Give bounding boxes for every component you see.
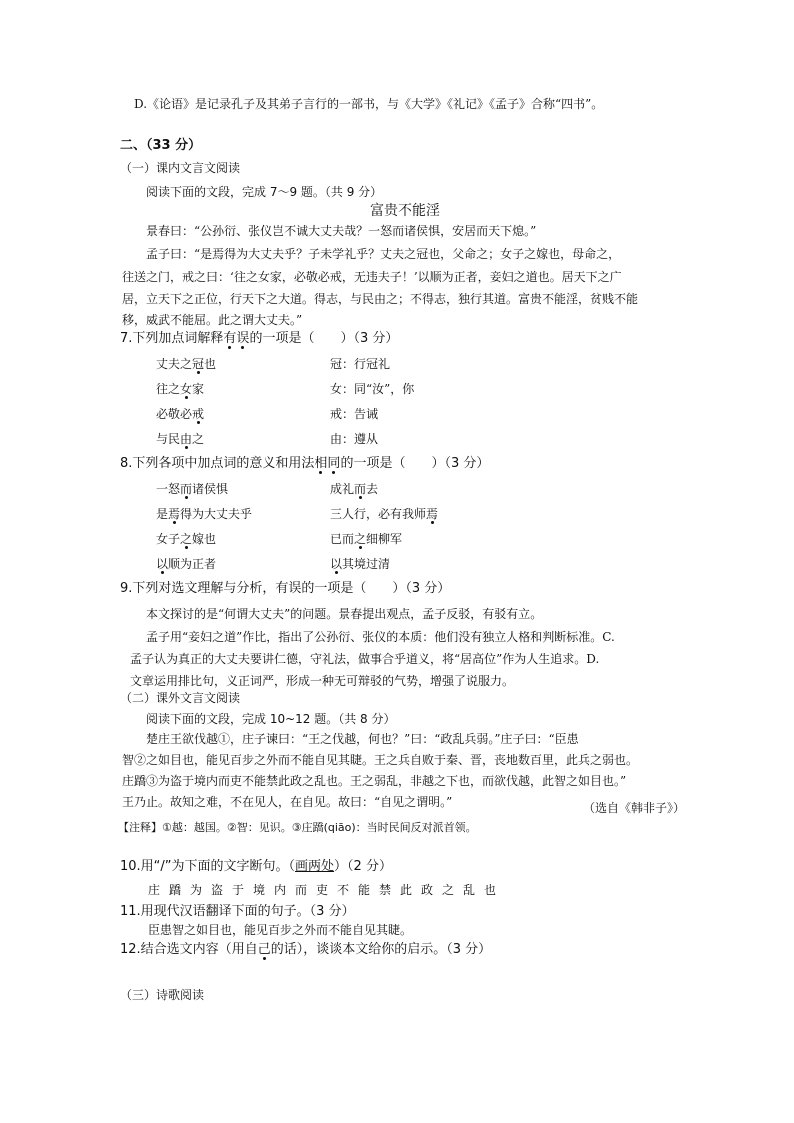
q7-emphasis: 误 <box>236 331 250 346</box>
subsection-heading-3: （三）诗歌阅读 <box>120 988 205 1002</box>
question-11-stem: 11.用现代汉语翻译下面的句子。（3 分） <box>120 904 355 919</box>
q9-option-line: 文章运用排比句，义正词严，形成一种无可辩驳的气势，增强了说服力。 <box>130 674 515 688</box>
q7-option-left: 丈夫之冠也 <box>156 357 217 371</box>
q8-stem-text: 的一项是（ ）（3 分） <box>340 456 490 471</box>
q8-option-left: 女子之嫁也 <box>156 532 217 546</box>
q12-stem-text: ），谈谈本文给你的启示。（3 分） <box>296 942 492 957</box>
q11-text: 臣患智之如目也，能见百步之外而不能自见其睫。 <box>148 923 413 937</box>
option-d-line: D.《论语》是记录孔子及其弟子言行的一部书，与《大学》《礼记》《孟子》合称“四书”。 <box>134 97 604 111</box>
q9-option-line: 孟子认为真正的大丈夫要讲仁德，守礼法，做事合乎道义，将“居高位”作为人生追求。D. <box>130 652 600 666</box>
q9-option-line: 孟子用“妾妇之道”作比，指出了公孙衍、张仪的本质：他们没有独立人格和判断标准。C. <box>146 630 615 644</box>
q7-option-left: 必敬必戒 <box>156 407 205 421</box>
passage-line: 楚庄王欲伐越①，庄子谏曰：“王之伐越，何也？”曰：“政乱兵弱。”庄子曰：“臣患 <box>146 732 579 746</box>
q8-option-left: 是焉得为大丈夫乎 <box>156 507 253 521</box>
subsection-heading-1: （一）课内文言文阅读 <box>120 161 241 175</box>
reading-instruction-1: 阅读下面的文段，完成 7～9 题。（共 9 分） <box>146 185 383 199</box>
annotation-note: 【注释】①越：越国。②智：见识。③庄蹻(qiāo)：当时民间反对派首领。 <box>118 821 477 834</box>
question-10-stem <box>120 859 392 875</box>
q10-text: 庄蹻为盗于境内而吏不能禁此政之乱也 <box>148 883 506 897</box>
q8-option-right: 成礼而去 <box>330 482 379 496</box>
q9-option-line: 本文探讨的是“何谓大丈夫”的问题。景春提出观点，孟子反驳，有驳有立。 <box>146 607 543 621</box>
question-9-stem: 9.下列对选文理解与分析，有误的一项是（ ）（3 分） <box>120 581 451 596</box>
question-7-stem <box>120 331 398 347</box>
passage-line: 居，立天下之正位，行天下之大道。得志，与民由之；不得志，独行其道。富贵不能淫，贫贱不能 <box>122 292 639 306</box>
q7-stem-text: 的一项是（ ）（3 分） <box>249 331 399 346</box>
section-heading: 二、（33 分） <box>120 138 202 153</box>
q7-option-right: 戒：告诫 <box>330 407 379 421</box>
q12-emphasis: 用自己的话 <box>231 942 297 957</box>
q7-emphasis: 有 <box>223 331 237 346</box>
question-12-stem <box>120 942 491 958</box>
q8-option-left: 一怒而诸侯惧 <box>156 482 229 496</box>
q12-stem-text: 12.结合选文内容（ <box>120 942 232 957</box>
q7-option-left: 往之女家 <box>156 382 205 396</box>
q8-stem-text: 8.下列各项中加点词的意义和用法 <box>120 456 315 471</box>
q7-option-left: 与民由之 <box>156 432 205 446</box>
passage-line: 智②之如目也，能见百步之外而不能自见其睫。王之兵自败于秦、晋，丧地数百里，此兵之弱也。 <box>122 753 639 767</box>
q8-option-right: 三人行，必有我师焉 <box>330 507 439 521</box>
passage-line: 移，威武不能屈。此之谓大丈夫。” <box>122 313 303 327</box>
q8-option-left: 以顺为正者 <box>156 557 217 571</box>
question-8-stem <box>120 456 489 472</box>
passage-title: 富贵不能淫 <box>370 203 440 219</box>
passage-line: 王乃止。故知之难，不在见人，在自见。故曰：“自见之谓明。” <box>122 795 453 809</box>
q10-emphasis: 画两处 <box>295 859 335 874</box>
q7-option-right: 由：遵从 <box>330 432 379 446</box>
q8-emphasis: 同 <box>327 456 341 471</box>
q7-stem-text: 7.下列加点词解释 <box>120 331 224 346</box>
q7-option-right: 女：同“汝”，你 <box>330 382 415 396</box>
passage-line: 孟子曰：“是焉得为大丈夫乎？子未学礼乎？丈夫之冠也，父命之；女子之嫁也，母命之， <box>146 247 621 261</box>
q10-stem-text: ）（2 分） <box>334 859 392 874</box>
q10-stem-text: 10.用“/”为下面的文字断句。（ <box>120 859 296 874</box>
q8-option-right: 以其境过清 <box>330 557 391 571</box>
q8-emphasis: 相 <box>314 456 328 471</box>
passage-line: 往送之门，戒之曰：‘往之女家，必敬必戒，无违夫子！’以顺为正者，妾妇之道也。居天下之广 <box>122 270 622 284</box>
q7-option-right: 冠：行冠礼 <box>330 357 391 371</box>
passage-line: 庄蹻③为盗于境内而吏不能禁此政之乱也。王之弱乱，非越之下也，而欲伐越，此智之如目也。” <box>122 774 627 788</box>
reading-instruction-2: 阅读下面的文段，完成 10~12 题。（共 8 分） <box>146 712 396 726</box>
passage-source: （选自《韩非子》） <box>583 801 686 815</box>
q8-option-right: 已而之细柳军 <box>330 532 403 546</box>
passage-line: 景春曰：“公孙衍、张仪岂不诚大丈夫哉？一怒而诸侯惧，安居而天下熄。” <box>146 224 537 238</box>
subsection-heading-2: （二）课外文言文阅读 <box>120 691 241 705</box>
